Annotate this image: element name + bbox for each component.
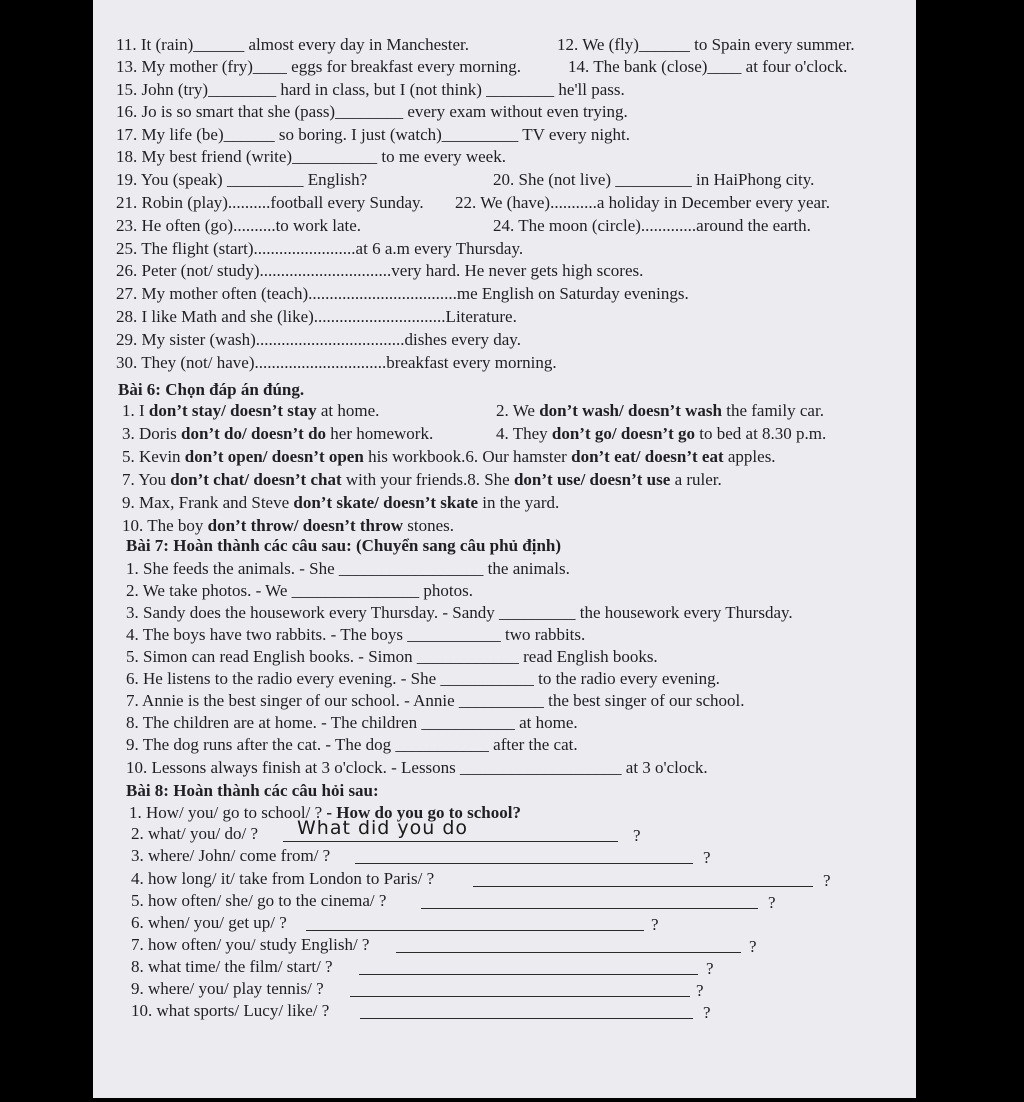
question-subject: She xyxy=(484,470,514,489)
heading-text: Bài 8: Hoàn thành các câu hỏi sau: xyxy=(126,781,379,800)
negation-sentence: 10. Lessons always finish at 3 o'clock. - Lessons ___________________ at 3 o'clock. xyxy=(126,758,708,777)
choice-question xyxy=(496,424,826,444)
answer-options: don’t open/ doesn’t open xyxy=(184,447,364,466)
question-mark: ? xyxy=(749,937,757,956)
heading-text: Bài 6: Chọn đáp án đúng. xyxy=(118,380,305,399)
exercise-sentence: 30. They (not/ have)...............................breakfast every morning. xyxy=(116,353,557,372)
negation-sentence: 2. We take photos. - We _______________ photos. xyxy=(126,581,473,600)
example-prompt: 1. How/ you/ go to school/ ? xyxy=(129,803,327,822)
question-rest: stones. xyxy=(403,516,454,535)
question-subject: We xyxy=(512,401,540,420)
answer-line[interactable] xyxy=(306,930,644,931)
question-number: 6. xyxy=(465,447,483,466)
question-subject: They xyxy=(512,424,552,443)
exercise-sentence: 25. The flight (start)........................at 6 a.m every Thursday. xyxy=(116,239,524,258)
answer-line[interactable] xyxy=(396,952,741,953)
choice-question xyxy=(122,516,454,536)
negation-sentence: 6. He listens to the radio every evening. - She ___________ to the radio every evening. xyxy=(126,669,720,688)
worksheet-page xyxy=(93,0,916,1098)
question-rest: apples. xyxy=(723,447,776,466)
question-mark: ? xyxy=(823,871,831,890)
exercise-sentence: 11. It (rain)______ almost every day in Manchester. xyxy=(116,35,469,54)
question-subject: Our hamster xyxy=(482,447,572,466)
negation-sentence: 1. She feeds the animals. - She _________________ the animals. xyxy=(126,559,570,578)
section-heading-bai8 xyxy=(126,781,379,801)
exercise-sentence: 17. My life (be)______ so boring. I just (watch)_________ TV every night. xyxy=(116,125,631,144)
negation-sentence: 4. The boys have two rabbits. - The boys ___________ two rabbits. xyxy=(126,625,586,644)
answer-options: don’t do/ doesn’t do xyxy=(181,424,327,443)
question-mark: ? xyxy=(633,826,641,845)
answer-options: don’t throw/ doesn’t throw xyxy=(207,516,403,535)
exercise-sentence: 23. He often (go)..........to work late. xyxy=(116,216,362,235)
exercise-sentence: 22. We (have)...........a holiday in December every year. xyxy=(455,193,831,212)
answer-options: don’t eat/ doesn’t eat xyxy=(571,447,724,466)
answer-options: don’t wash/ doesn’t wash xyxy=(539,401,722,420)
section-heading-bai6 xyxy=(118,380,304,400)
question-prompt: 4. how long/ it/ take from London to Paris/ ? xyxy=(131,869,435,888)
negation-sentence: 3. Sandy does the housework every Thursday. - Sandy _________ the housework every Thursday. xyxy=(126,603,793,622)
exercise-sentence: 16. Jo is so smart that she (pass)________ every exam without even trying. xyxy=(116,102,628,121)
choice-question xyxy=(122,493,559,513)
answer-line[interactable] xyxy=(359,974,698,975)
choice-question xyxy=(496,401,824,421)
question-rest: with your friends. xyxy=(341,470,468,489)
exercise-sentence: 18. My best friend (write)__________ to me every week. xyxy=(116,147,506,166)
question-prompt: 3. where/ John/ come from/ ? xyxy=(131,846,331,865)
answer-line[interactable] xyxy=(355,863,693,864)
worksheet-content xyxy=(93,0,916,1098)
exercise-sentence: 26. Peter (not/ study)...............................very hard. He never gets high scores. xyxy=(116,261,644,280)
question-rest: a ruler. xyxy=(670,470,722,489)
question-number: 8. xyxy=(467,470,485,489)
question-subject: You xyxy=(138,470,171,489)
answer-options: don’t chat/ doesn’t chat xyxy=(170,470,342,489)
answer-line[interactable] xyxy=(350,996,690,997)
question-subject: Max, Frank and Steve xyxy=(139,493,294,512)
question-subject: The boy xyxy=(147,516,208,535)
question-number: 9. xyxy=(122,493,139,512)
heading-text: Bài 7: Hoàn thành các câu sau: (Chuyển sang câu phủ định) xyxy=(126,536,562,555)
question-subject: Kevin xyxy=(139,447,185,466)
question-prompt: 7. how often/ you/ study English/ ? xyxy=(131,935,370,954)
negation-sentence: 9. The dog runs after the cat. - The dog ___________ after the cat. xyxy=(126,735,578,754)
question-prompt: 2. what/ you/ do/ ? xyxy=(131,824,259,843)
choice-question xyxy=(122,401,379,421)
answer-options: don’t go/ doesn’t go xyxy=(551,424,695,443)
question-prompt: 9. where/ you/ play tennis/ ? xyxy=(131,979,324,998)
question-mark: ? xyxy=(706,959,714,978)
answer-line[interactable] xyxy=(283,841,618,842)
question-number: 10. xyxy=(122,516,148,535)
choice-question xyxy=(122,470,722,490)
question-prompt: 8. what time/ the film/ start/ ? xyxy=(131,957,333,976)
exercise-sentence: 29. My sister (wash)...................................dishes every day. xyxy=(116,330,521,349)
question-prompt: 6. when/ you/ get up/ ? xyxy=(131,913,287,932)
question-number: 5. xyxy=(122,447,139,466)
exercise-sentence: 19. You (speak) _________ English? xyxy=(116,170,368,189)
question-number: 7. xyxy=(122,470,139,489)
question-rest: at home. xyxy=(316,401,380,420)
question-number: 1. xyxy=(122,401,139,420)
question-subject: Doris xyxy=(139,424,182,443)
question-number: 4. xyxy=(496,424,513,443)
answer-line[interactable] xyxy=(421,908,758,909)
answer-line[interactable] xyxy=(360,1018,693,1019)
exercise-sentence: 28. I like Math and she (like)...............................Literature. xyxy=(116,307,517,326)
section-heading-bai7 xyxy=(126,536,561,556)
question-number: 2. xyxy=(496,401,513,420)
question-mark: ? xyxy=(651,915,659,934)
exercise-sentence: 21. Robin (play)..........football every Sunday. xyxy=(116,193,424,212)
exercise-sentence: 20. She (not live) _________ in HaiPhong city. xyxy=(493,170,815,189)
question-mark: ? xyxy=(696,981,704,1000)
exercise-sentence: 13. My mother (fry)____ eggs for breakfast every morning. xyxy=(116,57,522,76)
example-answer: - How do you go to school? xyxy=(326,803,521,822)
answer-line[interactable] xyxy=(473,886,813,887)
exercise-sentence: 27. My mother often (teach)...................................me English on Saturday evenings. xyxy=(116,284,689,303)
answer-options: don’t skate/ doesn’t skate xyxy=(293,493,479,512)
negation-sentence: 5. Simon can read English books. - Simon ____________ read English books. xyxy=(126,647,658,666)
choice-question xyxy=(122,424,433,444)
exercise-sentence: 24. The moon (circle).............around the earth. xyxy=(493,216,811,235)
choice-question xyxy=(122,447,776,467)
question-mark: ? xyxy=(703,848,711,867)
question-rest: his workbook. xyxy=(363,447,466,466)
question-prompt: 10. what sports/ Lucy/ like/ ? xyxy=(131,1001,330,1020)
answer-options: don’t use/ doesn’t use xyxy=(513,470,671,489)
question-rest: to bed at 8.30 p.m. xyxy=(695,424,827,443)
question-mark: ? xyxy=(703,1003,711,1022)
question-rest: in the yard. xyxy=(478,493,560,512)
exercise-sentence: 12. We (fly)______ to Spain every summer. xyxy=(557,35,855,54)
question-mark: ? xyxy=(768,893,776,912)
question-rest: her homework. xyxy=(326,424,434,443)
exercise-sentence: 15. John (try)________ hard in class, but I (not think) ________ he'll pass. xyxy=(116,80,625,99)
question-rest: the family car. xyxy=(721,401,824,420)
answer-options: don’t stay/ doesn’t stay xyxy=(148,401,317,420)
negation-sentence: 8. The children are at home. - The children ___________ at home. xyxy=(126,713,578,732)
question-subject: I xyxy=(139,401,149,420)
question-number: 3. xyxy=(122,424,139,443)
negation-sentence: 7. Annie is the best singer of our school. - Annie __________ the best singer of our school. xyxy=(126,691,745,710)
exercise-sentence: 14. The bank (close)____ at four o'clock. xyxy=(568,57,848,76)
question-prompt: 5. how often/ she/ go to the cinema/ ? xyxy=(131,891,387,910)
handwritten-answer: What did you do xyxy=(297,817,469,839)
